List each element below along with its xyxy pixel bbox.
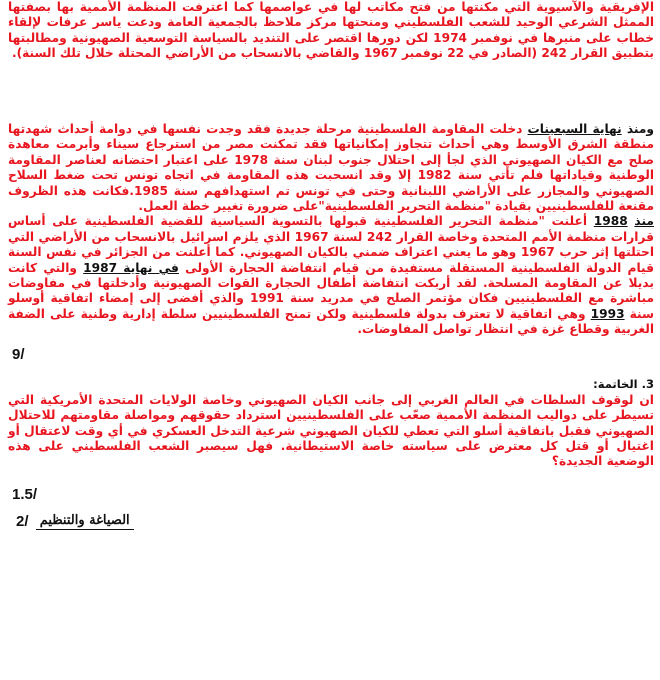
score-marker-1-5: 1.5/ — [12, 485, 38, 503]
p3-body-3: وهي اتفاقية لا تعترف بدولة فلسطينية ولكن تمنح الفلسطينيين سلطة إدارية وطنية على الضفة الغربية وقطاع غزة في انتظار تواصل المفاوضات. — [8, 306, 654, 337]
p1-line-4: الصهيونية ومطالبتها بتطبيق القرار 242 (الصادر في 22 نوفمبر 1967 والقاضي بالانسحاب من — [8, 30, 654, 61]
p3-underlined-1993: 1993 — [590, 306, 625, 321]
section-2-title: الصياغة والتنظيم — [36, 513, 134, 530]
paragraph-2 — [8, 122, 654, 214]
p1-line-3: عرفات لإلقاء خطاب على منبرها في نوفمبر 1974 لكن دورها اقتصر على التنديد بالسياسة التوسعية — [8, 15, 654, 45]
p1-line-2: بصفتها الممثل الشرعي الوحيد للشعب الفلسطيني ومنحتها مركز ملاحظ بالجمعية العامة ودعت ياسر — [8, 0, 654, 30]
section-2-label: 2/ — [16, 513, 29, 531]
p3-underlined-year: 1988 — [593, 214, 628, 229]
p3-lead: منذ — [634, 214, 654, 229]
conclusion-paragraph: ان لوقوف السلطات في العالم الغربي إلى جانب الكيان الصهيوني وخاصة الولايات المتحدة الأمريكية التي تسيطر على دواليب المنظمة الأممية صعّب على الفلسطينيين استرداد حقوقهم ومواصلة مقاومتهم للاحتلال الصهيوني فقبل باتفاقية أسلو التي تعطي للكيان الصهيوني شرعية التدخل العسكري في أي وقت لاعتقال أو اغتيال أو قتل كل معترض على سياسته خاصة الاستيطانية. فهل سيصبر الشعب الفلسطيني على هذه الوضعية الجديدة؟ — [8, 392, 654, 469]
p2-body: دخلت المقاومة الفلسطينية مرحلة جديدة فقد وجدت نفسها في دوامة أحداث شهدتها منطقة الشرق الأوسط وهي أحداث تتجاوز إمكانياتها فقد تمكنت مصر من استرجاع سيناء وأبرمت معاهدة صلح مع الكيان الصهيوني الذي لجأ إلى احتلال جنوب لبنان سنة 1978 على اعتبار احتضانه لعناصر المقاومة الوطنية وقياداتها فلم تأتي سنة 1982 إلا وقد انسحبت هذه المقاومة في اتجاه تونس تحت ضغط السلاح الصهيوني والمجازر على الأراضي اللبنانية وحتى في تونس تم استهدافهم سنة 1985.فكانت هذه الظروف مقنعة للفلسطينيين بقيادة "منظمة التحرير الفلسطينية"على ضرورة تغيير خطة العمل. — [8, 122, 655, 214]
conclusion-heading: 3. الخاتمة: — [593, 376, 654, 391]
p3-body-2: والتي كانت بديلا عن المقاومة المسلحة. لقد أربكت انتفاضة أطفال الحجارة القوات الصهيونية وأدخلتها في مفاوضات مباشرة مع الفلسطينيين فكان مؤتمر الصلح في مدريد سنة 1991 والذي أفضى إلى إمضاء اتفاقية أوسلو سنة — [8, 260, 655, 321]
section-2-row — [8, 513, 654, 531]
paragraph-1 — [8, 0, 654, 122]
p1-line-5: الأراضي المحتلة خلال تلك السنة). — [11, 46, 214, 61]
p3-underlined-date: في نهاية 1987 — [83, 260, 179, 275]
p3-body-1: أعلنت "منظمة التحرير الفلسطينية قبولها بالتسوية السياسية للقضية الفلسطينية على أساس قرارات منظمة الأمم المتحدة وخاصة القرار 242 لسنة 1967 الذي يلزم اسرائيل بالانسحاب من الأراضي التي احتلتها إثر حرب 1967 وهو ما يعني اعتراف ضمني بالكيان الصهيوني. كما أعلنت من الجزائر في نفس السنة قيام الدولة الفلسطينية المستقلة مستفيدة من قيام انتفاضة الحجارة الأولى — [8, 214, 655, 275]
p1-line-1: الإفريقية والآسيوية التي مكنتها من فتح مكاتب لها في عواصمها كما اعترفت المنظمة الأممية بها — [56, 0, 654, 14]
score-marker-9: 9/ — [12, 345, 25, 363]
p2-lead: ومنذ — [626, 122, 654, 136]
paragraph-3 — [8, 214, 654, 337]
p2-underlined-period: نهاية السبعينات — [527, 122, 622, 136]
